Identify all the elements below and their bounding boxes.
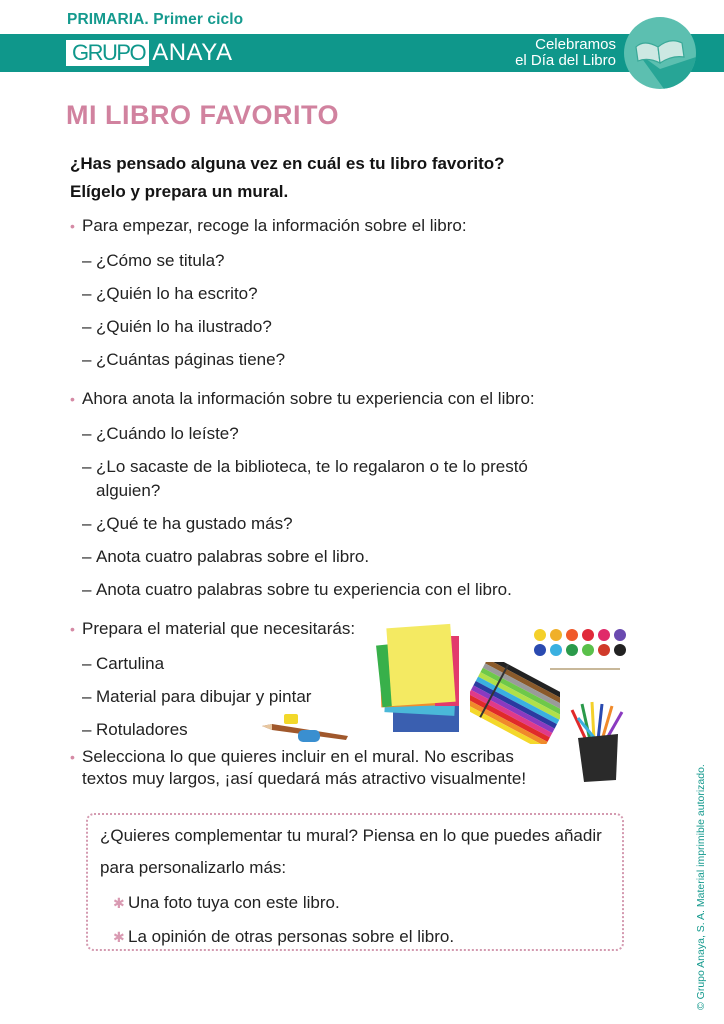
intro-line-1: ¿Has pensado alguna vez en cuál es tu libro favorito? <box>70 154 505 173</box>
bullet-collect-info: • Para empezar, recoge la información sobre el libro: <box>70 212 550 240</box>
level-label: PRIMARIA. Primer ciclo <box>67 11 244 28</box>
book-badge <box>624 17 696 89</box>
copyright-notice: © Grupo Anaya, S. A. Material imprimible autorizado. <box>695 764 707 1010</box>
tip-item: ✱ La opinión de otras personas sobre el libro. <box>100 920 610 954</box>
pencil-sharpener-eraser-image <box>260 710 352 746</box>
bullet-dot-icon: • <box>70 391 75 407</box>
pencil-cup-image <box>566 700 630 782</box>
colored-cardstock-image <box>375 622 465 734</box>
list-item: – Rotuladores <box>82 720 188 739</box>
list-item: – ¿Lo sacaste de la biblioteca, te lo regalaron o te lo prestó alguien? <box>82 457 528 500</box>
tip-box <box>100 820 610 954</box>
list-item: – ¿Qué te ha gustado más? <box>82 514 293 533</box>
logo-grupo: GRUPO <box>66 40 149 66</box>
list-item: – ¿Quién lo ha escrito? <box>82 284 258 303</box>
paintbrush-image <box>550 666 620 672</box>
bullet-experience: • Ahora anota la información sobre tu experiencia con el libro: <box>70 385 550 413</box>
publisher-logo <box>66 40 233 66</box>
markers-image <box>470 662 560 744</box>
tip-text: ¿Quieres complementar tu mural? Piensa en lo que puedes añadir para personalizarlo más: <box>100 826 602 877</box>
open-book-icon <box>624 17 696 89</box>
intro <box>70 150 505 206</box>
logo-anaya: ANAYA <box>152 39 233 66</box>
list-item: – Anota cuatro palabras sobre el libro. <box>82 547 370 566</box>
bullet-dot-icon: • <box>70 218 75 234</box>
list-item: – Anota cuatro palabras sobre tu experiencia con el libro. <box>82 580 512 599</box>
list-item: – ¿Cuántas páginas tiene? <box>82 350 286 369</box>
tip-item: ✱ Una foto tuya con este libro. <box>100 886 610 920</box>
bullet-dot-icon: • <box>70 749 75 765</box>
page-title: MI LIBRO FAVORITO <box>66 100 340 130</box>
list-item: – Cartulina <box>82 654 165 673</box>
list-item: – ¿Cómo se titula? <box>82 251 225 270</box>
bullet-dot-icon: • <box>70 621 75 637</box>
intro-line-2: Elígelo y prepara un mural. <box>70 182 289 201</box>
list-item: – Material para dibujar y pintar <box>82 687 312 706</box>
list-item: – ¿Cuándo lo leíste? <box>82 424 239 443</box>
asterisk-icon: ✱ <box>113 895 125 911</box>
campaign-label <box>515 37 616 69</box>
bullet-select-content: • Selecciona lo que quieres incluir en el mural. No escribas textos muy largos, ¡así quedará más atractivo visualmente! <box>70 747 527 788</box>
campaign-line-1: Celebramos <box>535 36 616 53</box>
asterisk-icon: ✱ <box>113 929 125 945</box>
campaign-line-2: el Día del Libro <box>515 52 616 69</box>
bullet-materials: • Prepara el material que necesitarás: <box>70 615 550 643</box>
paint-pots-image <box>532 628 632 658</box>
list-item: – ¿Quién lo ha ilustrado? <box>82 317 272 336</box>
